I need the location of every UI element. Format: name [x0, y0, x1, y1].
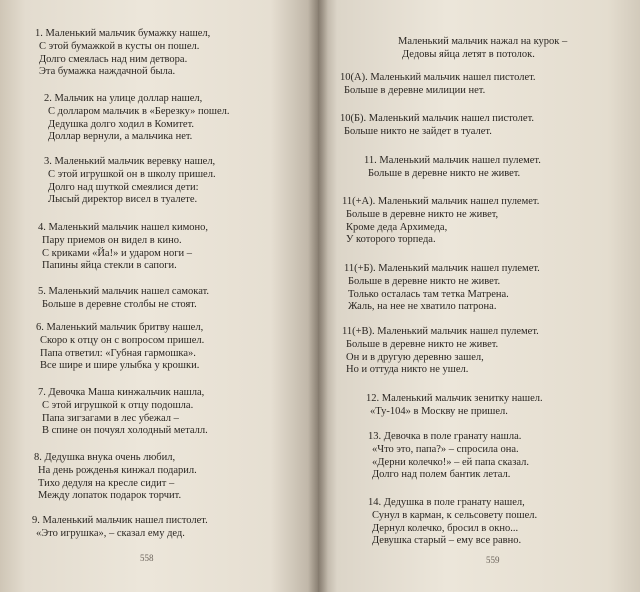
verse	[366, 393, 543, 419]
verse	[368, 431, 529, 482]
verse-line: Эта бумажка наждачной была.	[39, 66, 176, 78]
book-gutter	[308, 0, 328, 592]
verse-line: Он и в другую деревню зашел,	[346, 351, 484, 363]
verse-line: 7. Девочка Маша кинжальчик нашла,	[38, 387, 205, 398]
verse-line: Больше в деревне милиции нет.	[344, 84, 486, 96]
verse-line: «Что это, папа?» – спросила она.	[372, 443, 519, 455]
verse-line: 1. Маленький мальчик бумажку нашел,	[35, 28, 211, 39]
verse	[368, 497, 537, 548]
right-page	[318, 0, 640, 592]
verse-line: Дедовы яйца летят в потолок.	[402, 48, 535, 60]
verse-line: Долго над шуткой смеялися дети:	[48, 181, 199, 193]
verse-line: Девушка старый – ему все равно.	[372, 535, 522, 547]
verse-line: Между лопаток подарок торчит.	[38, 490, 182, 502]
verse-line: Больше никто не зайдет в туалет.	[344, 125, 492, 137]
verse-line: Папа ответил: «Губная гармошка».	[40, 347, 196, 359]
verse-line: Кроме деда Архимеда,	[346, 221, 448, 233]
verse-line: В спине он почуял холодный металл.	[42, 425, 208, 437]
verse-line: Дедушка долго ходил в Комитет.	[48, 118, 195, 130]
verse-line: Больше в деревне столбы не стоят.	[42, 298, 197, 310]
page-number: 558	[140, 553, 154, 563]
verse-line: С этой игрушкой к отцу подошла.	[42, 399, 194, 411]
verse-line: Сунул в карман, к сельсовету пошел.	[372, 509, 538, 521]
verse-line: С этой бумажкой в кусты он пошел.	[39, 40, 200, 52]
verse	[364, 155, 541, 181]
verse-line: 4. Маленький мальчик нашел кимоно,	[38, 222, 209, 233]
verse	[44, 156, 216, 207]
verse	[34, 452, 197, 503]
verse-line: Скоро к отцу он с вопросом пришел.	[40, 334, 205, 346]
verse-line: Маленький мальчик нажал на курок –	[398, 36, 568, 47]
verse-line: 8. Дедушка внука очень любил,	[34, 452, 176, 463]
verse-line: Все шире и шире улыбка у крошки.	[40, 360, 200, 372]
verse-line: 11(+В). Маленький мальчик нашел пулемет.	[342, 326, 539, 337]
verse	[44, 93, 230, 144]
verse	[342, 326, 539, 377]
verse-line: Больше в деревне никто не живет.	[368, 167, 521, 179]
verse-line: Только осталась там тетка Матрена.	[348, 288, 509, 300]
verse-line: На день рожденья кинжал подарил.	[38, 464, 197, 476]
verse-line: Папины яйца стекли в сапоги.	[42, 260, 177, 272]
verse	[36, 322, 204, 373]
verse-line: С криками «Йа!» и ударом ноги –	[42, 247, 193, 259]
verse-line: Папа зигзагами в лес убежал –	[42, 412, 179, 424]
verse	[32, 515, 208, 541]
verse-line: Дернул колечко, бросил в окно...	[372, 522, 519, 534]
verse	[340, 72, 536, 98]
verse	[38, 286, 209, 312]
verse-line: 12. Маленький мальчик зенитку нашел.	[366, 393, 543, 404]
verse-line: 14. Дедушка в поле гранату нашел,	[368, 497, 525, 508]
verse-line: 3. Маленький мальчик веревку нашел,	[44, 156, 216, 167]
verse-line: 11(+А). Маленький мальчик нашел пулемет.	[342, 196, 540, 207]
verse-line: Больше в деревне никто не живет.	[346, 338, 499, 350]
verse	[38, 387, 208, 438]
verse-line: Лысый директор висел в туалете.	[48, 194, 198, 206]
verse-line: Больше в деревне никто не живет,	[346, 208, 499, 220]
left-page	[0, 0, 318, 592]
verse-line: 10(А). Маленький мальчик нашел пистолет.	[340, 72, 536, 83]
verse	[344, 263, 540, 314]
verse-line: С этой игрушкой он в школу пришел.	[48, 168, 216, 180]
verse-line: «Это игрушка», – сказал ему дед.	[36, 527, 185, 539]
verse-line: Больше в деревне никто не живет.	[348, 275, 501, 287]
verse	[398, 36, 567, 62]
verse	[340, 113, 534, 139]
verse-line: 2. Мальчик на улице доллар нашел,	[44, 93, 203, 104]
verse-line: 13. Девочка в поле гранату нашла.	[368, 431, 522, 442]
verse-line: «Дерни колечко!» – ей папа сказал.	[372, 456, 529, 468]
verse-line: 11(+Б). Маленький мальчик нашел пулемет.	[344, 263, 540, 274]
verse-line: 11. Маленький мальчик нашел пулемет.	[364, 155, 541, 166]
verse-line: У которого торпеда.	[346, 234, 436, 246]
verse-line: 9. Маленький мальчик нашел пистолет.	[32, 515, 208, 526]
verse-line: «Ту-104» в Москву не пришел.	[370, 405, 508, 417]
verse	[38, 222, 208, 273]
verse	[342, 196, 539, 247]
verse-line: Доллар вернули, а мальчика нет.	[48, 131, 193, 143]
verse-line: Долго над полем бантик летал.	[372, 469, 511, 481]
verse-line: 5. Маленький мальчик нашел самокат.	[38, 286, 210, 297]
verse-line: Тихо дедуля на кресле сидит –	[38, 477, 175, 489]
verse-line: Долго смеялась над ним детвора.	[39, 53, 188, 65]
verse-line: С долларом мальчик в «Березку» пошел.	[48, 105, 230, 117]
verse-line: Жаль, на нее не хватило патрона.	[348, 301, 497, 313]
verse-line: 6. Маленький мальчик бритву нашел,	[36, 322, 204, 333]
verse-line: Пару приемов он видел в кино.	[42, 234, 182, 246]
verse-line: Но и оттуда никто не ушел.	[346, 364, 469, 376]
verse-line: 10(Б). Маленький мальчик нашел пистолет.	[340, 113, 534, 124]
page-number: 559	[486, 555, 500, 565]
verse	[35, 28, 210, 79]
